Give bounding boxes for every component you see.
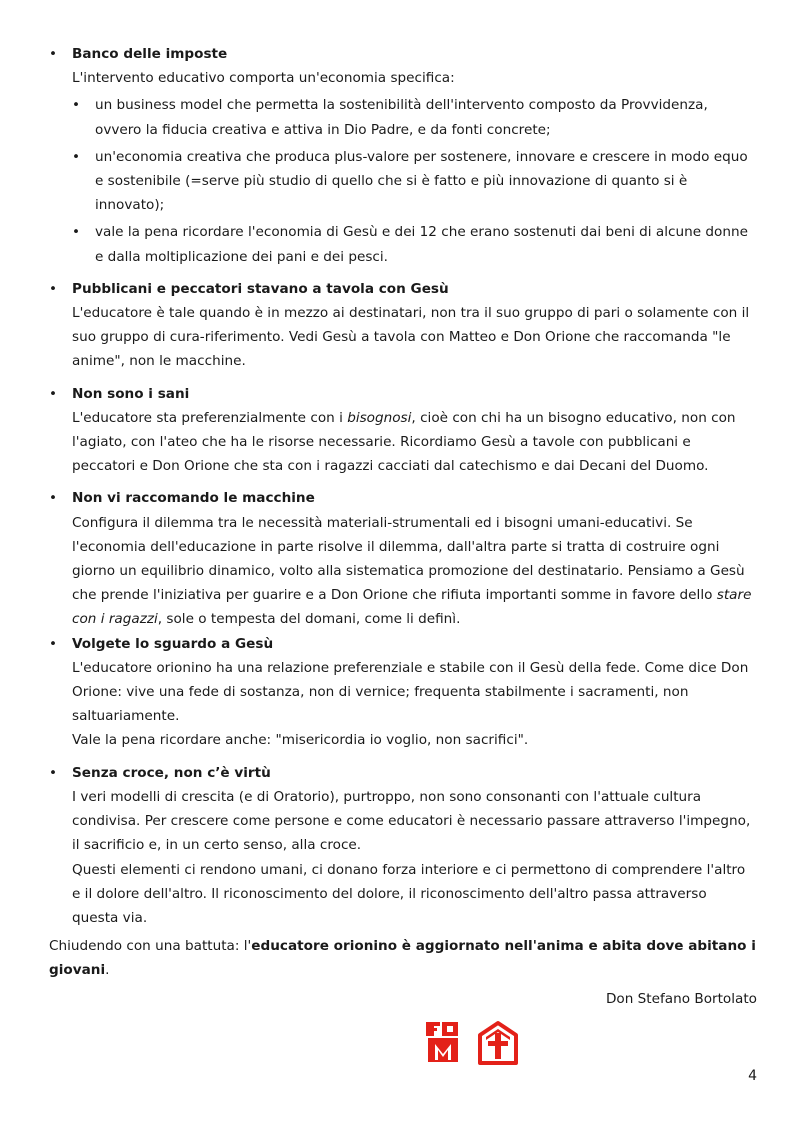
closing-paragraph: [49, 934, 757, 982]
signature: Don Stefano Bortolato: [605, 990, 757, 1007]
section-intro: L'intervento educativo comporta un'economia specifica:: [72, 70, 455, 87]
sub-item-text: un business model che permetta la sostenibilità dell'intervento composto da Provvidenza, ovvero la fiducia creativa e attiva in Dio Padre, e da fonti concrete;: [95, 97, 708, 138]
bullet-icon: •: [72, 224, 81, 241]
section-text: I veri modelli di crescita (e di Oratorio), purtroppo, non sono consonanti con l'attuale cultura condivisa. Per crescere come persone e come educatori è necessario passare attraverso l'impegno, il sacrificio e, in un certo senso, alla croce.: [72, 788, 751, 854]
sub-item-text: un'economia creativa che produca plus-valore per sostenere, innovare e crescere in modo equo e sostenibile (=serve più studio di quello che si è fatto e più innovazione di quanto si è innovato);: [95, 148, 748, 214]
sub-list-item: [72, 93, 757, 141]
text-run: Configura il dilemma tra le necessità materiali-strumentali ed i bisogni umani-educativi. Se l'economia dell'educazione in parte risolve il dilemma, dall'altra parte si tratta di costruire ogni giorno un equilibrio dinamico, volto alla sistematica promozione del destinatario. Pensiamo a Gesù che prende l'iniziativa per guarire e a Don Orione che rifiuta importanti somme in favore dello: [72, 514, 745, 604]
page-number: 4: [748, 1068, 757, 1084]
section-title: Non sono i sani: [72, 385, 190, 402]
text-run: Chiudendo con una battuta: l': [49, 938, 252, 955]
section-senza-croce: [49, 761, 757, 930]
text-run: .: [105, 962, 110, 979]
section-volgete-lo-sguardo: [49, 632, 757, 753]
bullet-icon: •: [49, 635, 58, 652]
section-non-vi-raccomando: [49, 486, 757, 631]
bullet-icon: •: [72, 148, 81, 165]
section-title: Senza croce, non c’è virtù: [72, 764, 271, 781]
bullet-icon: •: [49, 280, 58, 297]
section-title: Pubblicani e peccatori stavano a tavola con Gesù: [72, 280, 449, 297]
bullet-icon: •: [49, 46, 58, 62]
bold-text: educatore orionino è aggiornato nell'anima e abita dove abitano i giovani: [49, 938, 756, 979]
text-run: , cioè con chi ha un bisogno educativo, non con l'agiato, con l'ateo che ha le risorse necessarie. Ricordiamo Gesù a tavole con pubblicani e peccatori e Don Orione che sta con i ragazzi cacciati dal catechismo e dai Decani del Duomo.: [72, 409, 736, 475]
section-title: Volgete lo sguardo a Gesù: [72, 635, 274, 652]
logos: [424, 1020, 520, 1066]
italic-text: bisognosi: [347, 409, 412, 426]
text-run: L'educatore sta preferenzialmente con i: [72, 409, 348, 426]
section-title: Banco delle imposte: [72, 46, 228, 62]
sub-list-item: [72, 220, 757, 268]
italic-text: stare con i ragazzi: [72, 587, 752, 628]
section-text: [72, 511, 757, 632]
bullet-icon: •: [49, 385, 58, 402]
bullet-icon: •: [72, 97, 81, 114]
sub-item-text: vale la pena ricordare l'economia di Gesù e dei 12 che erano sostenuti dai beni di alcune donne e dalla moltiplicazione dei pani e dei pesci.: [95, 224, 748, 265]
page-content: [49, 42, 757, 1011]
section-non-sono-i-sani: [49, 382, 757, 479]
section-text-2: Questi elementi ci rendono umani, ci donano forza interiore e ci permettono di comprendere l'altro e il dolore dell'altro. Il riconoscimento del dolore, il riconoscimento dell'altro passa attraverso questa via.: [72, 861, 746, 926]
section-text: [72, 406, 757, 479]
section-text: L'educatore orionino ha una relazione preferenziale e stabile con il Gesù della fede. Come dice Don Orione: vive una fede di sostanza, non di vernice; frequenta stabilmente i sacramenti, non saltuariamente.: [72, 659, 749, 725]
section-pubblicani: [49, 277, 757, 374]
section-text-2: Vale la pena ricordare anche: "misericordia io voglio, non sacrifici".: [72, 732, 529, 749]
fom-logo-icon: [426, 1022, 458, 1062]
section-banco-delle-imposte: [49, 42, 757, 269]
bullet-icon: •: [49, 490, 58, 507]
cross-house-logo-icon: [480, 1023, 516, 1063]
sub-list-item: [72, 145, 757, 218]
section-text: L'educatore è tale quando è in mezzo ai destinatari, non tra il suo gruppo di pari o solamente con il suo gruppo di cura-riferimento. Vedi Gesù a tavola con Matteo e Don Orione che raccomanda "le anime", non le macchine.: [72, 305, 750, 370]
bullet-icon: •: [49, 764, 58, 781]
text-run: , sole o tempesta del domani, come li definì.: [157, 611, 461, 628]
section-title: Non vi raccomando le macchine: [72, 490, 315, 507]
